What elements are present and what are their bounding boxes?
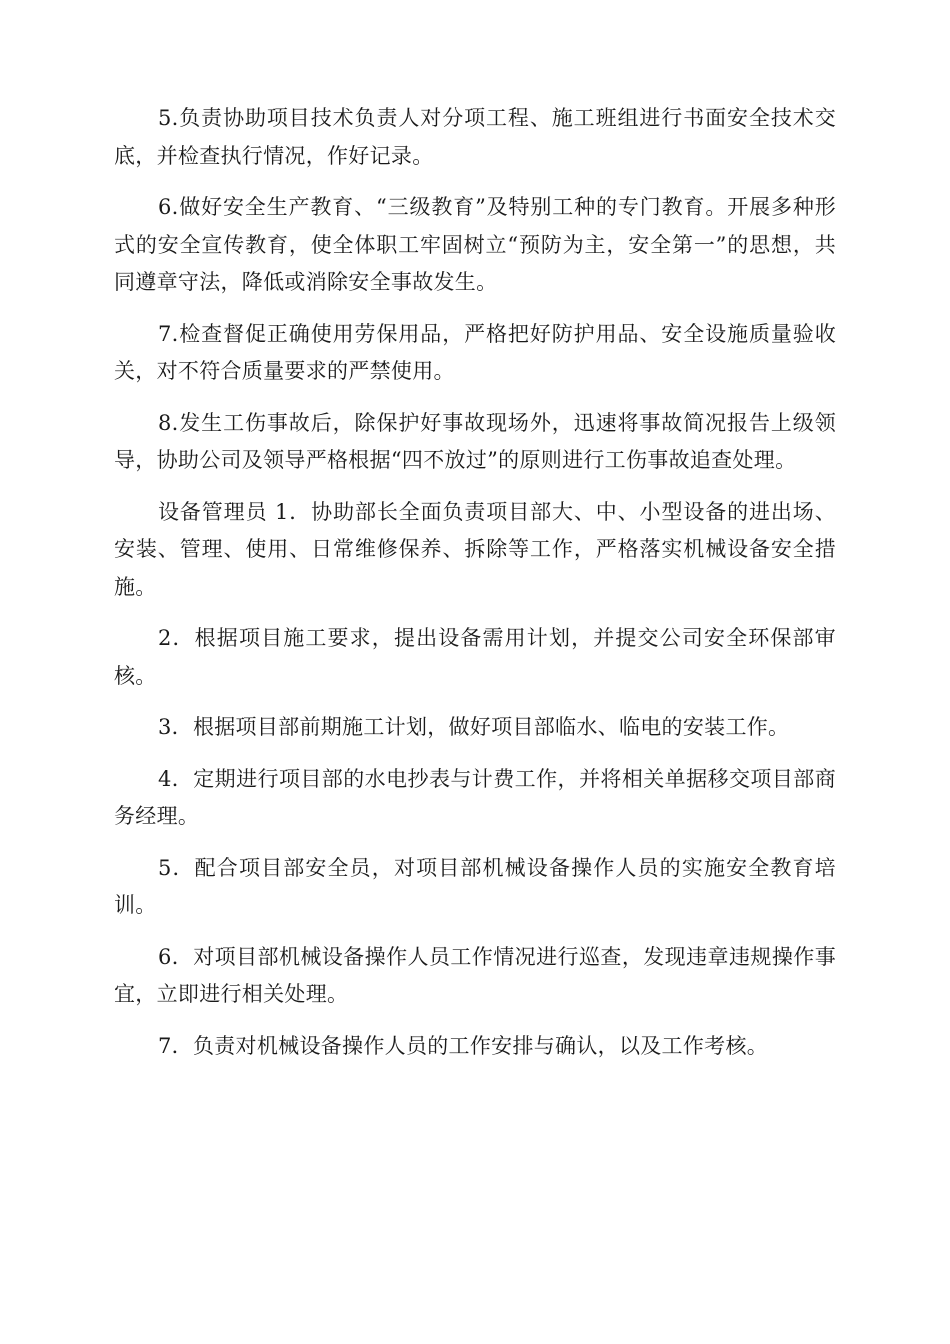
paragraph-equipment-7: 7．负责对机械设备操作人员的工作安排与确认，以及工作考核。 [158, 1033, 769, 1058]
paragraph-equipment-1: 设备管理员 1．协助部长全面负责项目部大、中、小型设备的进出场、安装、管理、使用、日常维修保养、拆除等工作，严格落实机械设备安全措施。 [114, 499, 836, 599]
paragraph-equipment-3: 3．根据项目部前期施工计划，做好项目部临水、临电的安装工作。 [158, 715, 790, 739]
document-page [114, 100, 836, 1079]
paragraph-safety-6: 6.做好安全生产教育、“三级教育”及特别工种的专门教育。开展多种形式的安全宣传教育，使全体职工牢固树立“预防为主，安全第一”的思想，共同遵章守法，降低或消除安全事故发生。 [114, 195, 836, 294]
paragraph-equipment-2: 2．根据项目施工要求，提出设备需用计划，并提交公司安全环保部审核。 [114, 626, 836, 688]
paragraph-equipment-6: 6．对项目部机械设备操作人员工作情况进行巡查，发现违章违规操作事宜，立即进行相关处理。 [114, 944, 836, 1006]
paragraph-safety-5: 5.负责协助项目技术负责人对分项工程、施工班组进行书面安全技术交底，并检查执行情况，作好记录。 [114, 106, 836, 168]
paragraph-equipment-4: 4．定期进行项目部的水电抄表与计费工作，并将相关单据移交项目部商务经理。 [114, 766, 836, 828]
paragraph-safety-8: 8.发生工伤事故后，除保护好事故现场外，迅速将事故简况报告上级领导，协助公司及领导严格根据“四不放过”的原则进行工伤事故追查处理。 [114, 410, 836, 472]
paragraph-safety-7: 7.检查督促正确使用劳保用品，严格把好防护用品、安全设施质量验收关，对不符合质量要求的严禁使用。 [114, 321, 836, 383]
paragraph-equipment-5: 5．配合项目部安全员，对项目部机械设备操作人员的实施安全教育培训。 [114, 855, 836, 917]
